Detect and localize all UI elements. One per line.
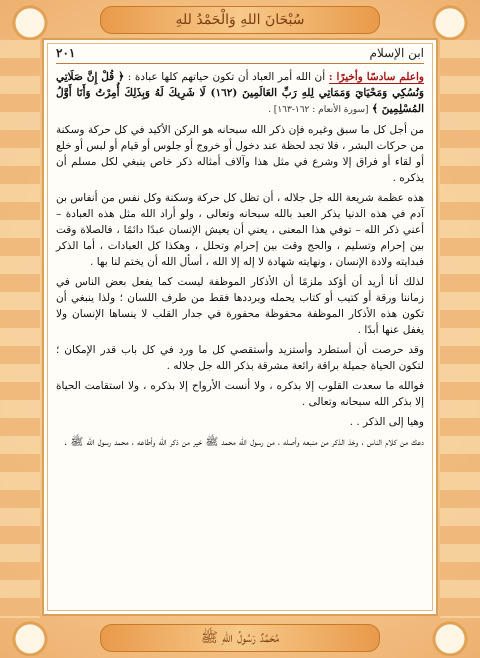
paragraph-text: أن الله أمر العباد أن تكون حياتهم كلها عبادة : bbox=[127, 71, 326, 83]
page-number: ٢٠١ bbox=[56, 46, 76, 60]
corner-ornament bbox=[426, 618, 474, 656]
paragraph-5: وقد حرصت أن أستطرد وأستزيد وأستقصي كل ما ورد في كل باب قدر الإمكان ؛ لتكون الحياة جميلة براقة رائعة مشرقة بذكر الله جل جلاله . bbox=[56, 344, 424, 372]
bottom-calligraphy-banner: مُحَمَّدٌ رَسُولُ اللهِ ﷺ bbox=[100, 624, 380, 652]
corner-ornament bbox=[6, 618, 54, 656]
page-header bbox=[56, 46, 424, 64]
paragraph-1 bbox=[56, 69, 424, 118]
top-calligraphy-banner: سُبْحَانَ اللهِ وَالْحَمْدُ للهِ bbox=[100, 6, 380, 34]
section-lead: واعلم سادسًا وأخيرًا : bbox=[328, 71, 424, 83]
paragraph-7: وهيا إلى الذكر . . bbox=[349, 416, 424, 428]
paragraph-8: دعك من كلام الناس ، وخذ الذكر من منبعه وأصله ، من رسول الله محمد ﷺ خير من ذكر الله وأطاعه ، محمد رسول الله ﷺ . bbox=[63, 436, 424, 448]
quran-verse: ﴿ قُلْ إِنَّ صَلَاتِي وَنُسُكِي وَمَحْيَايَ وَمَمَاتِي لِلهِ رَبِّ العَالَمِينَ (١٦٢) لَا شَرِيكَ لَهُ وَبِذَلِكَ أُمِرْتُ وَأَنَا أَوَّلُ المُسْلِمِينَ ﴾ bbox=[56, 71, 424, 115]
running-head: ابن الإسلام bbox=[369, 46, 424, 60]
paragraph-6: فوالله ما سعدت القلوب إلا بذكره ، ولا أنست الأرواح إلا بذكره ، ولا استقامت الحياة إلا بذكر الله سبحانه وتعالى . bbox=[56, 380, 424, 408]
right-decorative-border bbox=[440, 40, 480, 618]
left-decorative-border bbox=[0, 40, 40, 618]
page-body bbox=[56, 69, 424, 450]
paragraph-3: هذه عظمة شريعة الله جل جلاله ، أن تظل كل حركة وسكنة وكل نفس من أنفاس بن آدم في هذه الدنيا يذكر العبد بالله سبحانه وتعالى ، ولو أراد الله مثل هذه العبادة – أعني ذكر الله – توفي هذا المعنى ، يعني أن يعيش الإنسان عبدًا دائمًا ، فالصلاة وقت بين إحرام وتسليم ، والحج وقت بين إحرام وتحلل ، وهكذا كل العبادات ، أما الذكر فبدايته ولادة الإنسان ، ونهايته شهادة لا إله إلا الله ، أسأل الله أن يختم لنا بها . bbox=[56, 192, 424, 268]
verse-reference: [سورة الأنعام : ١٦٢-١٦٣] . bbox=[268, 105, 369, 115]
paragraph-2: من أجل كل ما سبق وغيره فإن ذكر الله سبحانه هو الركن الأكيد في كل حركة وسكنة من حركات البشر ، فلا تجد لحظة عند دخول أو خروج أو جلوس أو قيام أو لبس أو خلع أو لقاء أو فراق إلا وشرع في مثل هذا وآلاف أمثاله ذكر خاص ينبغي لكل مسلم أن يذكره . bbox=[56, 124, 424, 184]
paragraph-4: لذلك أنا أريد أن أؤكد ملزمًا أن الأذكار الموظفة ليست كما يفعل بعض الناس في زماننا ورقة أو كتيب أو كتاب يحمله ويرددها فقط من طرف اللسان ؛ ولذا ينبغي أن تكون هذه الأذكار الموظفة محفوظة محفورة في جدار القلب لا ينساها الإنسان ولا يغفل عنها أبدًا . bbox=[56, 276, 424, 336]
text-frame bbox=[42, 38, 438, 616]
corner-ornament bbox=[6, 2, 54, 40]
corner-ornament bbox=[426, 2, 474, 40]
